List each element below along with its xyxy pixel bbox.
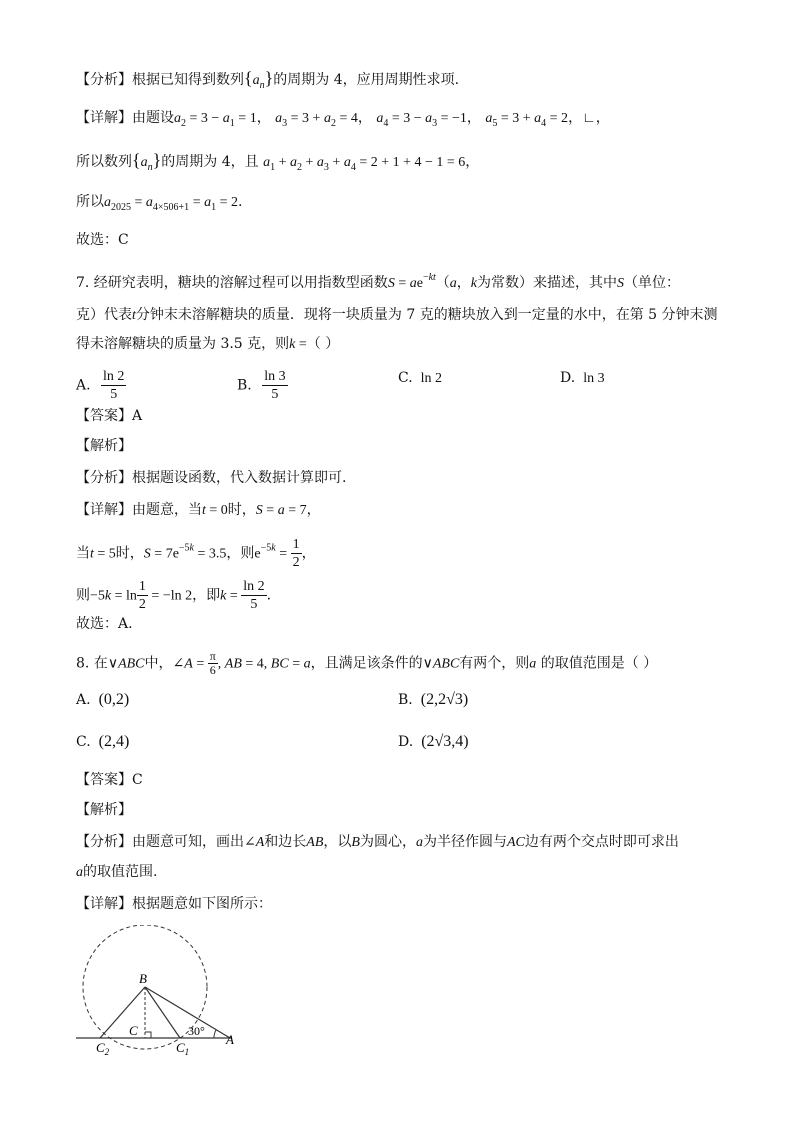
q7-answer: 【答案】A (76, 408, 143, 424)
triangle-circle-figure (70, 925, 250, 1065)
q7-option-d: D. ln 3 (560, 370, 605, 386)
label-angle: 30° (188, 1024, 205, 1038)
q7-option-a: A. $\frac{\ln 2}{5}$ (76, 369, 125, 402)
q8-stem: 8. 在∨ABC中，∠A = $\frac{\pi}{6}$ , AB = 4, BC = a，且满足该条件的∨ABC有两个，则a 的取值范围是（ ） (76, 649, 658, 677)
q6-detail-line1: 【详解】由题设$a_2 = 3 - a_1 = 1$， $a_3 = 3 + a_2 = 4$， $a_4 = 3 - a_3 = -1$， $a_5 = 3 + a_4 = 2$，∟， (76, 110, 610, 129)
label-c: C (129, 1023, 138, 1038)
segment-bc2 (100, 987, 145, 1038)
q8-option-c: C. (2,4) (76, 733, 130, 750)
q8-detail: 【详解】根据题意如下图所示： (76, 896, 272, 912)
q8-answer: 【答案】C (76, 772, 143, 788)
q6-choice: 故选：C (76, 232, 129, 248)
q7-detail-line2: 当t = 5时，$S = 7e^{-5k} = 3.5$，则$e^{-5k}$ = $\frac{1}{2}$ ， (76, 537, 316, 570)
q8-option-d: D. (2√3,4) (398, 733, 469, 750)
q8-jiexi: 【解析】 (76, 802, 132, 818)
q6-analysis: 【分析】根据已知得到数列$\{a_n\}$的周期为 4，应用周期性求项. (76, 68, 460, 91)
q8-option-b: B. (2,2√3) (398, 691, 469, 708)
q7-detail-line1: 【详解】由题意，当t = 0时，S = a = 7， (76, 502, 321, 518)
q6-detail-line3: 所以$a_{2025} = a_{4\times 506+1} = a_1 = 2$. (76, 194, 243, 213)
q7-option-b: B. $\frac{\ln 3}{5}$ (237, 369, 286, 402)
q7-option-c: C. ln 2 (398, 370, 443, 386)
segment-bc1 (145, 987, 180, 1038)
label-c2: $C_2$ (96, 1040, 110, 1057)
q7-jiexi: 【解析】 (76, 438, 132, 454)
q7-stem-line3: 得未溶解糖块的质量为 3.5 克，则k =（ ） (76, 336, 340, 352)
right-angle-mark (145, 1032, 151, 1038)
q7-choice: 故选：A. (76, 616, 133, 632)
label-a: A (226, 1032, 234, 1047)
label-c1: $C_1$ (176, 1040, 190, 1057)
angle-arc (214, 1030, 216, 1038)
q8-analysis-line2: a的取值范围. (76, 864, 158, 880)
label-b: B (139, 971, 147, 986)
q7-analysis: 【分析】根据题设函数，代入数据计算即可. (76, 470, 347, 486)
q7-detail-line3: 则−5k = ln $\frac{1}{2}$ = −ln 2，即k = $\frac{\ln 2}{5}$ . (76, 579, 272, 612)
q7-stem-line1: 7. 经研究表明，糖块的溶解过程可以用指数型函数$S = ae^{-kt}(a$，k为常数）来描述，其中S（单位： (76, 272, 681, 291)
q6-detail-line2: 所以数列$\{a_n\}$的周期为 4，且 $a_1 + a_2 + a_3 + a_4 = 2 + 1 + 4 - 1 = 6$， (76, 150, 480, 173)
q7-stem-line2: 克）代表t分钟末未溶解糖块的质量．现将一块质量为 7 克的糖块放入到一定量的水中，在第 5 分钟末测 (76, 307, 718, 323)
q8-option-a: A. (0,2) (76, 691, 130, 708)
q8-analysis-line1: 【分析】由题意可知，画出∠A和边长AB，以B为圆心，a为半径作圆与AC边有两个交点时即可求出 (76, 834, 679, 850)
